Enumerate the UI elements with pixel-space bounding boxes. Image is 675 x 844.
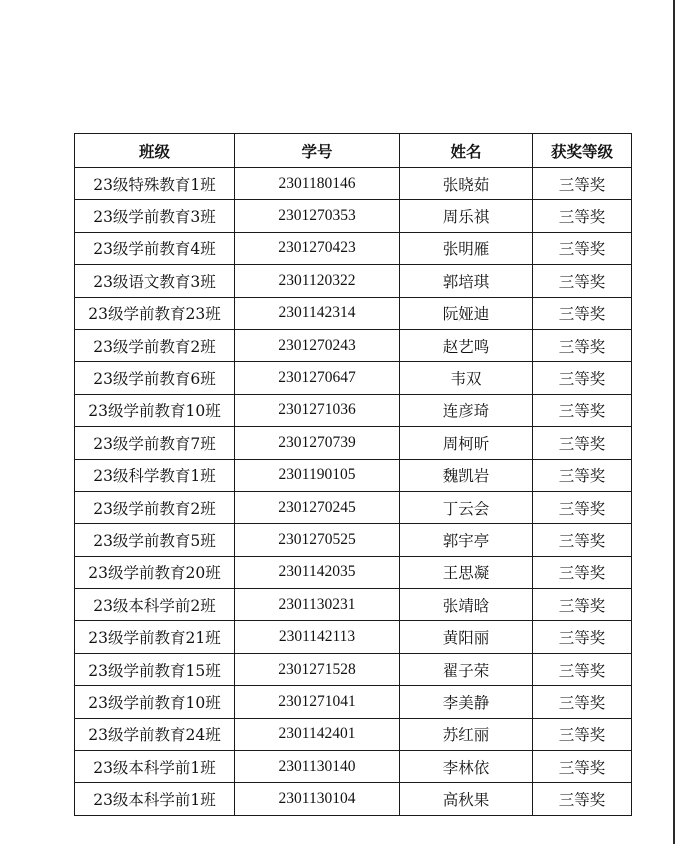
class-cell: 23级科学教育1班 [75,459,235,491]
student-id-cell: 2301270525 [235,524,400,556]
award-cell: 三等奖 [533,491,632,523]
name-cell: 周乐祺 [400,200,533,232]
table-row [75,329,632,361]
award-cell: 三等奖 [533,589,632,621]
name-cell: 高秋果 [400,783,533,815]
table-row [75,168,632,200]
award-cell: 三等奖 [533,394,632,426]
award-table [74,133,632,816]
award-cell: 三等奖 [533,265,632,297]
award-cell: 三等奖 [533,232,632,264]
student-id-cell: 2301130104 [235,783,400,815]
award-cell: 三等奖 [533,168,632,200]
name-cell: 张明雁 [400,232,533,264]
class-cell: 23级学前教育7班 [75,427,235,459]
class-cell: 23级学前教育10班 [75,686,235,718]
table-row [75,524,632,556]
class-cell: 23级学前教育15班 [75,653,235,685]
name-cell: 郭宇亭 [400,524,533,556]
name-cell: 赵艺鸣 [400,329,533,361]
header-row [75,134,632,168]
table-row [75,783,632,815]
student-id-cell: 2301142113 [235,621,400,653]
table-row [75,297,632,329]
award-cell: 三等奖 [533,362,632,394]
table-row [75,686,632,718]
award-cell: 三等奖 [533,297,632,329]
table-row [75,653,632,685]
header-name: 姓名 [400,134,533,168]
class-cell: 23级学前教育4班 [75,232,235,264]
name-cell: 王思凝 [400,556,533,588]
name-cell: 韦双 [400,362,533,394]
header-class: 班级 [75,134,235,168]
name-cell: 连彦琦 [400,394,533,426]
name-cell: 郭培琪 [400,265,533,297]
name-cell: 丁云会 [400,491,533,523]
award-cell: 三等奖 [533,427,632,459]
name-cell: 翟子荣 [400,653,533,685]
class-cell: 23级本科学前2班 [75,589,235,621]
student-id-cell: 2301142035 [235,556,400,588]
class-cell: 23级学前教育2班 [75,329,235,361]
class-cell: 23级学前教育2班 [75,491,235,523]
student-id-cell: 2301271036 [235,394,400,426]
name-cell: 魏凯岩 [400,459,533,491]
class-cell: 23级学前教育20班 [75,556,235,588]
student-id-cell: 2301270243 [235,329,400,361]
table-row [75,556,632,588]
student-id-cell: 2301190105 [235,459,400,491]
class-cell: 23级本科学前1班 [75,783,235,815]
name-cell: 苏红丽 [400,718,533,750]
student-id-cell: 2301270353 [235,200,400,232]
table-row [75,491,632,523]
student-id-cell: 2301120322 [235,265,400,297]
name-cell: 李美静 [400,686,533,718]
class-cell: 23级学前教育10班 [75,394,235,426]
table-row [75,362,632,394]
table-row [75,200,632,232]
class-cell: 23级学前教育23班 [75,297,235,329]
class-cell: 23级语文教育3班 [75,265,235,297]
award-cell: 三等奖 [533,783,632,815]
student-id-cell: 2301270647 [235,362,400,394]
name-cell: 阮娅迪 [400,297,533,329]
table-row [75,621,632,653]
table-row [75,427,632,459]
table-row [75,394,632,426]
class-cell: 23级学前教育24班 [75,718,235,750]
header-award: 获奖等级 [533,134,632,168]
student-id-cell: 2301180146 [235,168,400,200]
class-cell: 23级特殊教育1班 [75,168,235,200]
class-cell: 23级学前教育6班 [75,362,235,394]
table-row [75,751,632,783]
award-cell: 三等奖 [533,524,632,556]
name-cell: 周柯昕 [400,427,533,459]
class-cell: 23级学前教育21班 [75,621,235,653]
student-id-cell: 2301271041 [235,686,400,718]
table-row [75,718,632,750]
student-id-cell: 2301130140 [235,751,400,783]
name-cell: 李林依 [400,751,533,783]
award-cell: 三等奖 [533,459,632,491]
award-cell: 三等奖 [533,200,632,232]
award-cell: 三等奖 [533,751,632,783]
student-id-cell: 2301270423 [235,232,400,264]
award-cell: 三等奖 [533,329,632,361]
student-id-cell: 2301270739 [235,427,400,459]
header-student-id: 学号 [235,134,400,168]
class-cell: 23级本科学前1班 [75,751,235,783]
name-cell: 张靖晗 [400,589,533,621]
table-row [75,265,632,297]
student-id-cell: 2301270245 [235,491,400,523]
student-id-cell: 2301271528 [235,653,400,685]
table-body [75,168,632,816]
student-id-cell: 2301142401 [235,718,400,750]
table-row [75,232,632,264]
award-cell: 三等奖 [533,686,632,718]
table-row [75,459,632,491]
class-cell: 23级学前教育3班 [75,200,235,232]
student-id-cell: 2301130231 [235,589,400,621]
student-id-cell: 2301142314 [235,297,400,329]
name-cell: 张晓茹 [400,168,533,200]
name-cell: 黄阳丽 [400,621,533,653]
table-header [75,134,632,168]
table-row [75,589,632,621]
award-cell: 三等奖 [533,718,632,750]
class-cell: 23级学前教育5班 [75,524,235,556]
award-cell: 三等奖 [533,556,632,588]
award-cell: 三等奖 [533,653,632,685]
award-cell: 三等奖 [533,621,632,653]
